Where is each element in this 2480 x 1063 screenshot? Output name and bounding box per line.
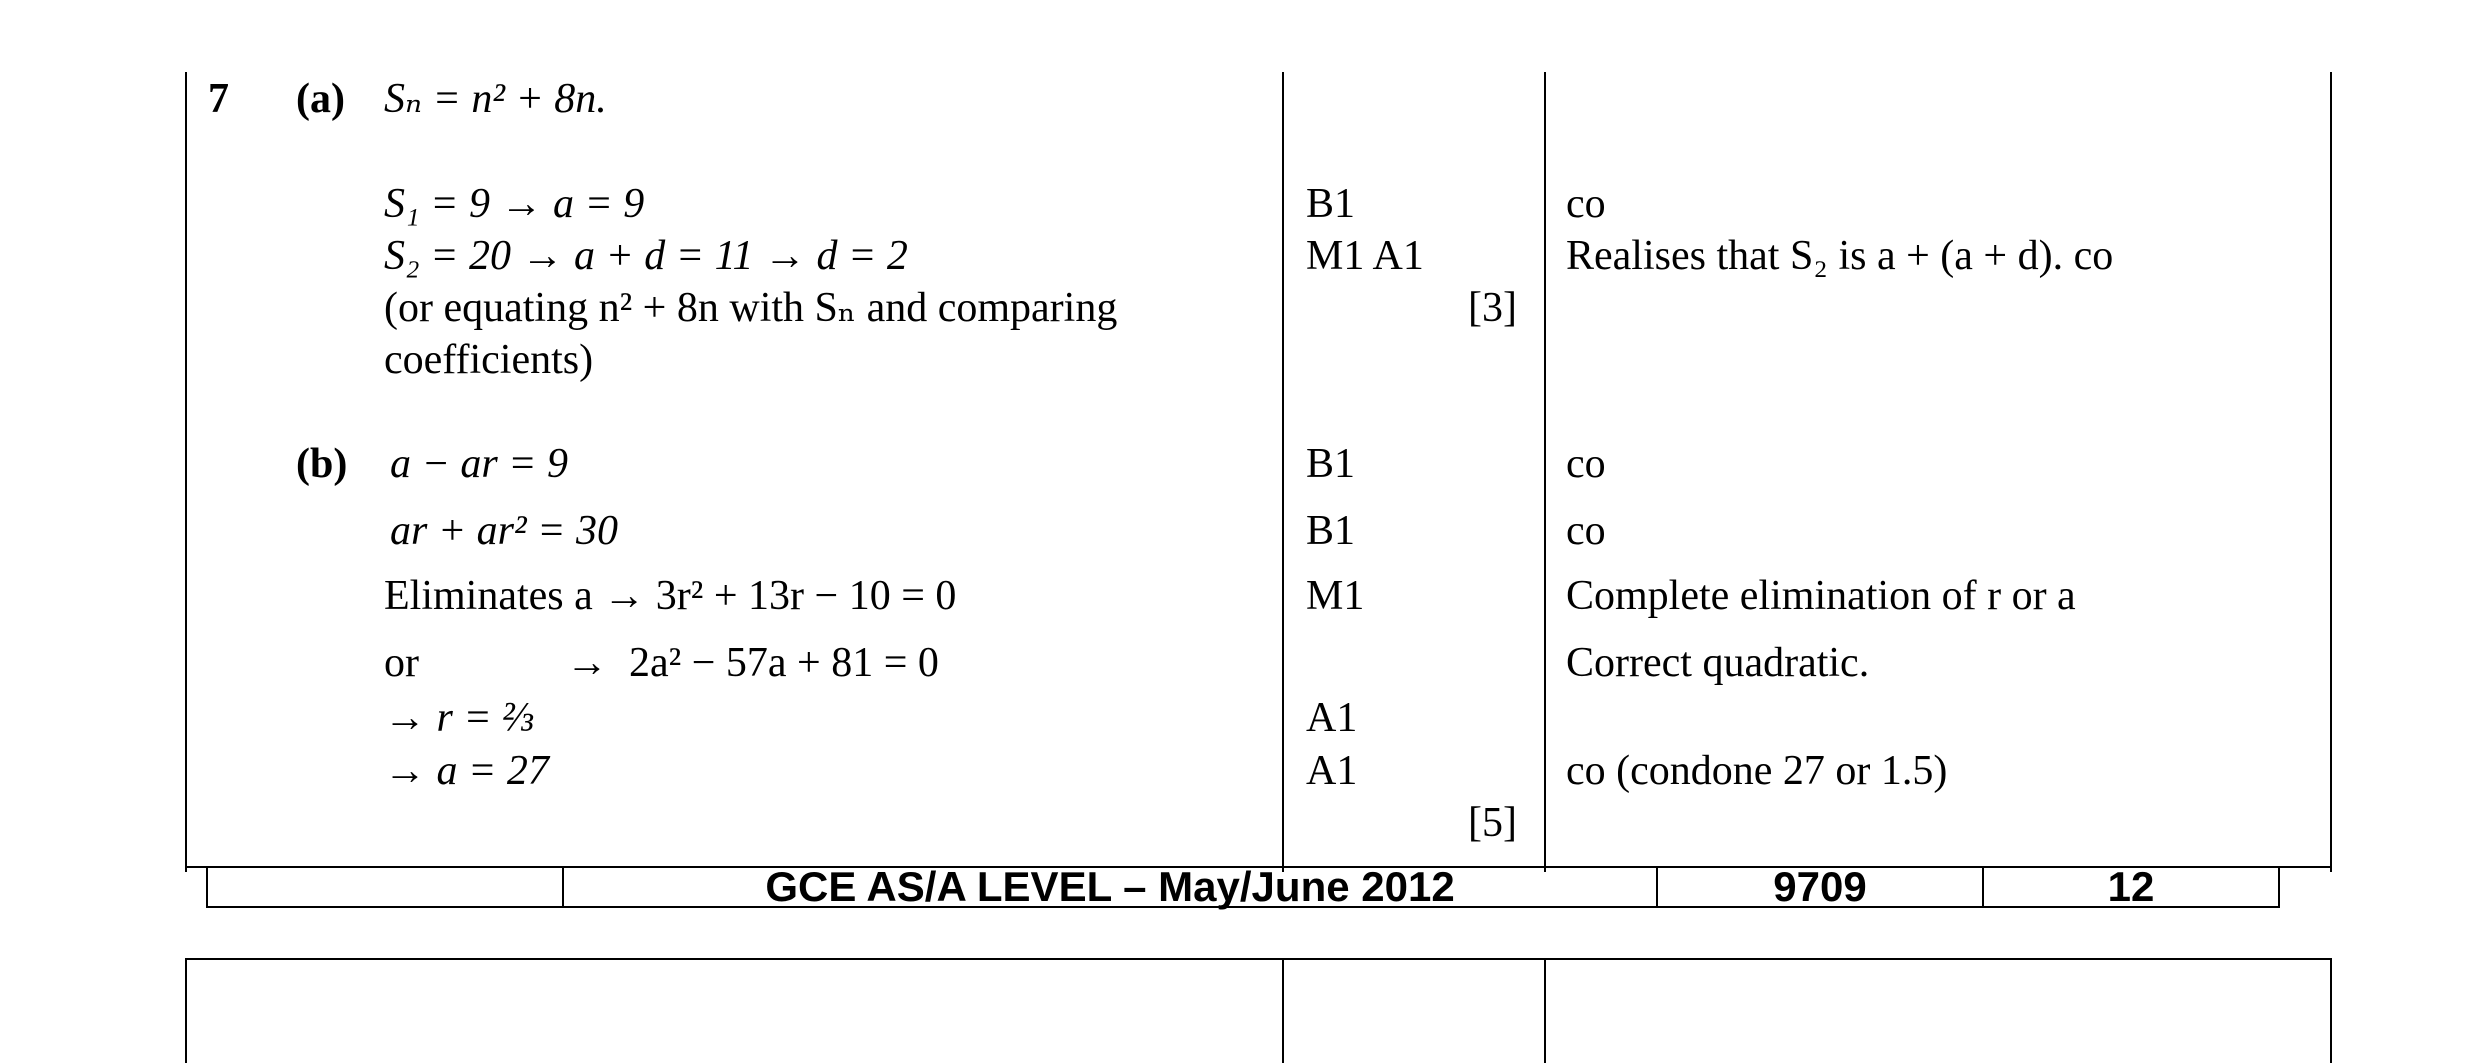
syllabus-code: 9709	[1773, 863, 1867, 910]
part-a-line-3: S₂ = 20 → a + d = 11 → d = 2	[384, 233, 908, 279]
part-a-line-1: Sₙ = n² + 8n.	[384, 76, 607, 122]
table-left-border	[185, 72, 187, 872]
part-b-guidance-5: co (condone 27 or 1.5)	[1566, 748, 1948, 794]
table-right-border	[2330, 72, 2332, 872]
paper-number: 12	[2107, 863, 2155, 910]
next-table-top-border	[185, 958, 2332, 960]
part-a-label: (a)	[296, 76, 345, 122]
page-header-box	[206, 863, 2280, 910]
next-table-right-border	[2330, 958, 2332, 1063]
part-b-mark-3: M1	[1306, 573, 1365, 619]
next-table-divider-2	[1544, 958, 1546, 1063]
table-divider-mark-guidance	[1544, 72, 1546, 872]
part-a-mark-1: B1	[1306, 181, 1356, 227]
part-b-line-6: → a = 27	[384, 748, 549, 794]
part-a-total: [3]	[1468, 285, 1517, 331]
part-b-mark-5: A1	[1306, 748, 1358, 794]
part-b-label: (b)	[296, 441, 348, 487]
part-b-guidance-2: co	[1566, 508, 1606, 554]
part-b-guidance-1: co	[1566, 441, 1606, 487]
part-a-line-2: S₁ = 9 → a = 9	[384, 181, 645, 227]
part-b-mark-1: B1	[1306, 441, 1356, 487]
part-a-mark-2: M1 A1	[1306, 233, 1424, 279]
part-a-guidance-2: Realises that S₂ is a + (a + d). co	[1566, 233, 2114, 279]
part-b-mark-4: A1	[1306, 695, 1358, 741]
part-b-line-4: or → 2a² − 57a + 81 = 0	[384, 640, 939, 686]
next-table-left-border	[185, 958, 187, 1063]
part-a-line-4: (or equating n² + 8n with Sₙ and comparing	[384, 285, 1118, 331]
part-a-line-5: coefficients)	[384, 337, 594, 383]
next-table-divider-1	[1282, 958, 1284, 1063]
exam-title: GCE AS/A LEVEL – May/June 2012	[765, 863, 1455, 910]
part-b-total: [5]	[1468, 800, 1517, 846]
part-b-guidance-3: Complete elimination of r or a	[1566, 573, 2076, 619]
part-b-line-5: → r = ⅔	[384, 695, 534, 741]
table-divider-answer-mark	[1282, 72, 1284, 872]
part-b-line-1: a − ar = 9	[390, 441, 569, 487]
question-number: 7	[208, 76, 229, 122]
part-a-guidance-1: co	[1566, 181, 1606, 227]
part-b-line-3: Eliminates a → 3r² + 13r − 10 = 0	[384, 573, 957, 619]
part-b-guidance-4: Correct quadratic.	[1566, 640, 1870, 686]
part-b-mark-2: B1	[1306, 508, 1356, 554]
part-b-line-2: ar + ar² = 30	[390, 508, 618, 554]
